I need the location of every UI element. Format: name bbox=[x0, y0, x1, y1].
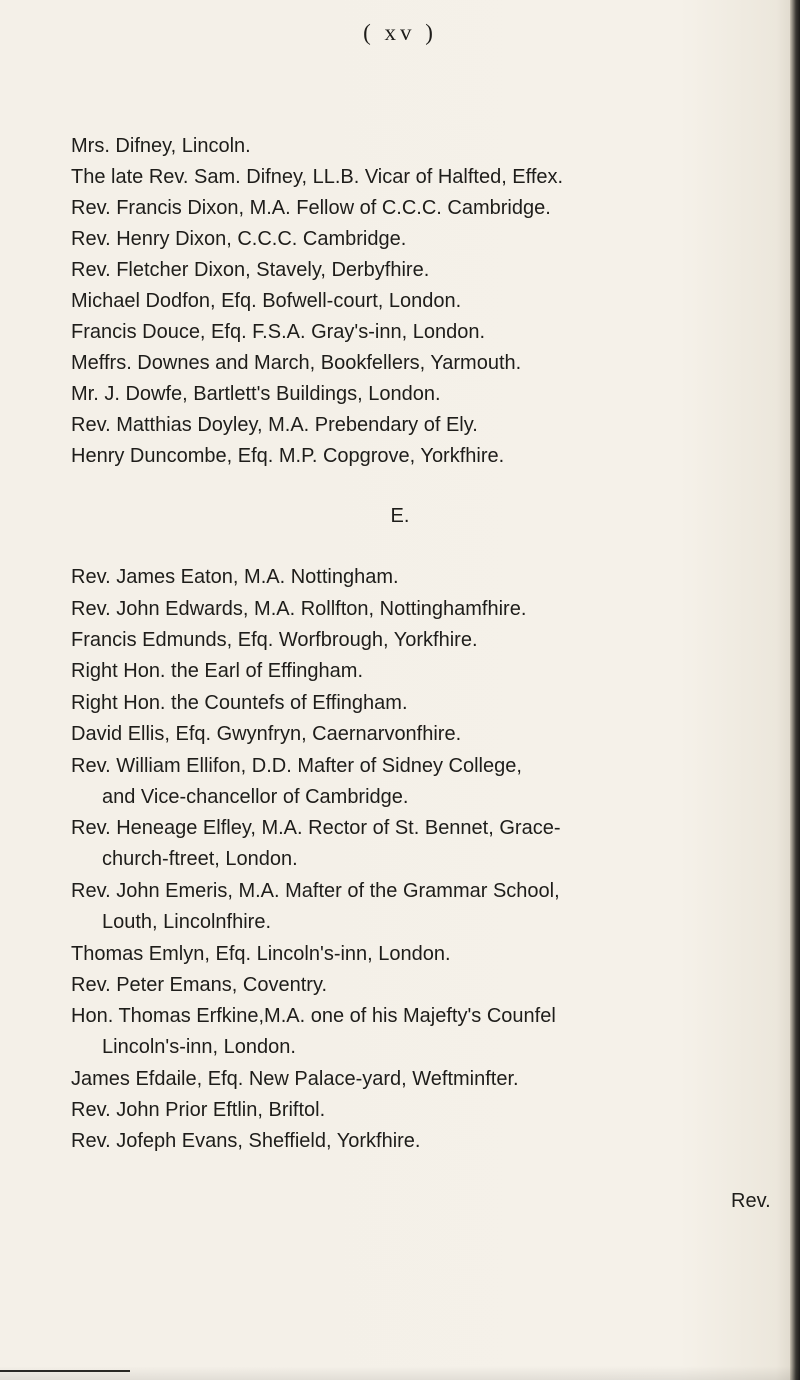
page-corner-mark bbox=[0, 1370, 130, 1372]
section-letter: E. bbox=[390, 505, 410, 527]
list-entry: Rev. Heneage Elfley, M.A. Rector of St. Bennet, Grace- bbox=[71, 817, 561, 839]
list-entry: Right Hon. the Countefs of Effingham. bbox=[71, 692, 408, 714]
list-entry: James Efdaile, Efq. New Palace-yard, Weftminfter. bbox=[71, 1068, 519, 1090]
list-entry: Rev. Matthias Doyley, M.A. Prebendary of Ely. bbox=[71, 414, 478, 436]
page-bottom-shadow bbox=[0, 1366, 800, 1380]
list-entry: Rev. Fletcher Dixon, Stavely, Derbyfhire. bbox=[71, 259, 430, 281]
list-entry: Rev. John Prior Eftlin, Briftol. bbox=[71, 1099, 326, 1121]
list-entry-continuation: Lincoln's-inn, London. bbox=[102, 1036, 296, 1058]
list-entry: Hon. Thomas Erfkine,M.A. one of his Majefty's Counfel bbox=[71, 1005, 556, 1027]
list-entry: Mr. J. Dowfe, Bartlett's Buildings, London. bbox=[71, 383, 441, 405]
list-entry: Rev. James Eaton, M.A. Nottingham. bbox=[71, 566, 399, 588]
list-entry-continuation: church-ftreet, London. bbox=[102, 848, 298, 870]
list-entry-continuation: Louth, Lincolnfhire. bbox=[102, 911, 272, 933]
catchword: Rev. bbox=[731, 1190, 771, 1212]
page-binding-edge bbox=[790, 0, 800, 1380]
list-entry: Meffrs. Downes and March, Bookfellers, Yarmouth. bbox=[71, 352, 522, 374]
list-entry: Rev. William Ellifon, D.D. Mafter of Sidney College, bbox=[71, 755, 522, 777]
list-entry: Rev. John Emeris, M.A. Mafter of the Grammar School, bbox=[71, 880, 560, 902]
list-entry: Francis Douce, Efq. F.S.A. Gray's-inn, London. bbox=[71, 321, 486, 343]
list-entry: Rev. Peter Emans, Coventry. bbox=[71, 974, 328, 996]
list-entry: Henry Duncombe, Efq. M.P. Copgrove, Yorkfhire. bbox=[71, 445, 505, 467]
list-entry: Michael Dodfon, Efq. Bofwell-court, London. bbox=[71, 290, 462, 312]
list-entry: The late Rev. Sam. Difney, LL.B. Vicar of Halfted, Effex. bbox=[71, 166, 564, 188]
list-entry: Mrs. Difney, Lincoln. bbox=[71, 135, 251, 157]
list-entry: Francis Edmunds, Efq. Worfbrough, Yorkfhire. bbox=[71, 629, 478, 651]
list-entry: Rev. Jofeph Evans, Sheffield, Yorkfhire. bbox=[71, 1130, 421, 1152]
list-entry-continuation: and Vice-chancellor of Cambridge. bbox=[102, 786, 409, 808]
list-entry: Rev. John Edwards, M.A. Rollfton, Nottinghamfhire. bbox=[71, 598, 527, 620]
list-entry: Thomas Emlyn, Efq. Lincoln's-inn, London. bbox=[71, 943, 451, 965]
list-entry: Rev. Henry Dixon, C.C.C. Cambridge. bbox=[71, 228, 407, 250]
list-entry: Rev. Francis Dixon, M.A. Fellow of C.C.C. Cambridge. bbox=[71, 197, 551, 219]
page-number: ( xv ) bbox=[363, 20, 437, 45]
list-entry: David Ellis, Efq. Gwynfryn, Caernarvonfhire. bbox=[71, 723, 462, 745]
list-entry: Right Hon. the Earl of Effingham. bbox=[71, 660, 364, 682]
